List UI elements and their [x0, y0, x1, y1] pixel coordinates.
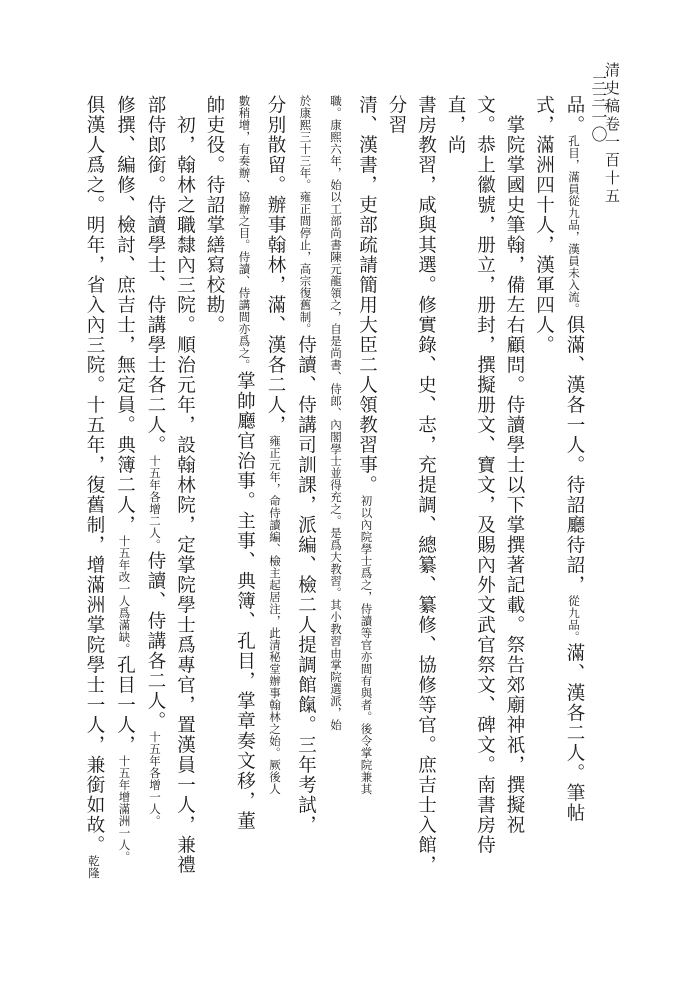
main-text: 品。 — [564, 95, 585, 135]
text-column — [351, 95, 382, 885]
main-text: 孔目一人， — [114, 655, 136, 755]
text-column — [140, 95, 171, 885]
main-text: 俱漢人爲之。明年，省入內三院。十五年，復舊制，增滿洲掌院學士一人，兼銜如故。 — [84, 95, 105, 855]
main-text: 掌帥廳官治事。主事、典簿、孔目，掌章奏文移，董 — [234, 371, 256, 831]
text-column — [382, 95, 441, 885]
main-text: 俱滿、漢各一人。待詔廳待詔， — [564, 315, 585, 595]
text-column — [559, 95, 590, 885]
annotation-note: 十五年增滿洲一人。 — [117, 755, 132, 863]
annotation-note: 十五年改一人爲滿缺。 — [117, 535, 132, 655]
main-text: 部侍郎銜。侍讀學士、侍講學士各二人。 — [145, 95, 166, 455]
text-column — [290, 95, 321, 885]
annotation-note: 數稍增，有奏辦、協辦之目。侍讀、侍講間亦爲之。 — [237, 95, 252, 371]
text-column — [79, 95, 110, 885]
text-column — [500, 95, 530, 885]
main-text: 式，滿洲四十人，漢軍四人。 — [533, 95, 555, 355]
annotation-note: 十五年各增二人。 — [148, 455, 162, 551]
text-column — [529, 95, 559, 885]
main-text: 文。恭上徽號，册立，册封，撰擬册文、寶文，及賜內外文武官祭文、碑文。南書房侍直，尚 — [445, 95, 496, 855]
text-column — [260, 95, 291, 885]
main-text: 滿、漢各二人。筆帖 — [564, 643, 585, 823]
text-column — [170, 95, 200, 885]
annotation-note: 乾隆 — [87, 855, 101, 879]
main-text: 分別散留。辦事翰林，滿、漢各二人， — [265, 95, 286, 435]
main-text: 清、漢書，吏部疏請簡用大臣二人領教習事。 — [356, 95, 378, 495]
running-header-title: 清史稿卷一百十五 — [603, 62, 621, 206]
annotation-note: 於康熙三十三年。雍正間停止，高宗復舊制。 — [298, 95, 313, 335]
annotation-note: 從九品。 — [567, 595, 581, 643]
text-column — [200, 95, 230, 885]
annotation-note: 十五年各增一人。 — [148, 731, 162, 827]
page-number: 三三一〇 — [589, 75, 608, 143]
text-column — [321, 95, 352, 885]
annotation-note: 職。康熙六年，始以工部尚書陳元龍領之，自是尚書、侍郎、內閣學士並得充之。是爲大教習。其小教習由掌院選派，始 — [329, 95, 343, 731]
main-text: 侍讀、侍講各二人。 — [145, 551, 166, 731]
text-column — [109, 95, 140, 885]
annotation-note: 雍正元年，命侍讀編、檢主起居注，此清秘堂辦事翰林之始。厥後人 — [268, 435, 282, 795]
annotation-note: 初以內院學士爲之，侍讀等官亦間有與者。後令掌院兼其 — [359, 495, 374, 795]
main-text: 書房教習，咸與其選。修實錄、史、志，充提調、總纂、纂修、協修等官。庶吉士入館，分習 — [386, 95, 437, 875]
annotation-note: 孔目，滿員從九品，漢員未入流。 — [567, 135, 581, 315]
main-text: 初，翰林之職隸內三院。順治元年，設翰林院，定掌院學士爲專官，置漢員一人，兼禮 — [174, 95, 196, 875]
main-text: 修撰、編修、檢討、庶吉士，無定員。典簿二人， — [114, 95, 136, 535]
body-text — [79, 95, 590, 885]
main-text: 侍讀、侍講司訓課，派編、檢二人提調館餼。三年考試， — [295, 335, 317, 835]
text-column — [229, 95, 260, 885]
main-text: 掌院掌國史筆翰，備左右顧問。侍讀學士以下掌撰著記載。祭告郊廟神祇，撰擬祝 — [504, 95, 525, 835]
text-column — [441, 95, 500, 885]
main-text: 帥吏役。待詔掌繕寫校勘。 — [204, 95, 225, 335]
